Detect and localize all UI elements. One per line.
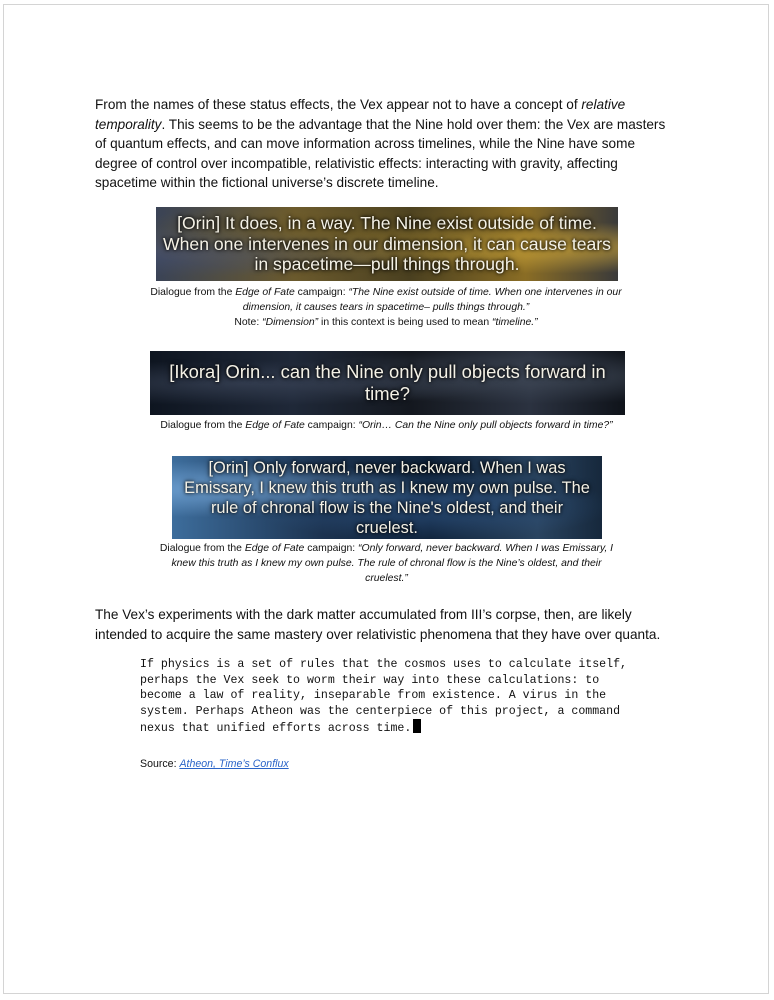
note-mid: in this context is being used to mean <box>318 317 492 328</box>
screenshot-caption-3 <box>154 541 619 586</box>
caption-campaign-title: Edge of Fate <box>244 543 305 554</box>
intro-italic-term: relative temporality <box>95 97 626 132</box>
intro-paragraph <box>95 95 680 193</box>
screenshot-caption-1 <box>136 285 636 330</box>
caption-mid: campaign: <box>304 420 359 431</box>
dialogue-screenshot-orin-2 <box>172 456 602 539</box>
note-label: Note: <box>234 317 263 328</box>
caption-prefix: Dialogue from the <box>159 543 245 554</box>
dialogue-screenshot-ikora <box>150 351 625 415</box>
lore-quote-text: If physics is a set of rules that the cosmos uses to calculate itself, perhaps the Vex seek to worm their way into these calculations: to become a law of reality, inseparable from existence. A virus in the system. Perhaps Atheon was the centerpiece of this project, a command nexus that unified efforts across time. <box>140 658 628 735</box>
lore-quote-block <box>140 657 680 737</box>
screenshot-subtitle: [Orin] It does, in a way. The Nine exist outside of time. When one intervenes in our dimension, it can cause tears in spacetime—pull things through. <box>163 213 611 275</box>
caption-quote: “Only forward, never backward. When I was Emissary, I knew this truth as I knew my own pulse. The rule of chronal flow is the Nine’s oldest, and their cruelest.” <box>171 543 614 584</box>
screenshot-caption-2 <box>124 418 649 433</box>
caption-campaign-title: Edge of Fate <box>245 420 305 431</box>
text-cursor-icon <box>413 719 421 733</box>
caption-prefix: Dialogue from the <box>160 420 246 431</box>
conclusion-paragraph: The Vex’s experiments with the dark matter accumulated from III’s corpse, then, are likely intended to acquire the same mastery over relativistic phenomena that they have over quanta. <box>95 607 661 642</box>
note-term: “Dimension” <box>262 317 319 328</box>
source-label: Source: <box>140 758 180 770</box>
caption-quote: “Orin… Can the Nine only pull objects forward in time?” <box>358 420 613 431</box>
source-link[interactable]: Atheon, Time’s Conflux <box>179 758 289 770</box>
caption-mid: campaign: <box>294 287 349 298</box>
dialogue-screenshot-orin-1 <box>156 207 618 281</box>
document-page <box>3 4 769 994</box>
caption-quote: “The Nine exist outside of time. When one intervenes in our dimension, it causes tears in spacetime– pulls things through.” <box>242 287 622 313</box>
intro-text-end: . This seems to be the advantage that the Nine hold over them: the Vex are masters of quantum effects, and can move information across timelines, while the Nine have some degree of control over incompatible, relativistic effects: interacting with gravity, affecting spacetime within the fictional universe’s discrete timeline. <box>95 116 666 190</box>
source-citation <box>140 757 289 772</box>
note-meaning: “timeline.” <box>491 317 538 328</box>
screenshot-subtitle: [Orin] Only forward, never backward. When I was Emissary, I knew this truth as I knew my own pulse. The rule of chronal flow is the Nine's oldest, and their cruelest. <box>184 458 590 537</box>
caption-prefix: Dialogue from the <box>150 287 236 298</box>
caption-mid: campaign: <box>304 543 359 554</box>
caption-campaign-title: Edge of Fate <box>235 287 295 298</box>
intro-text-start: From the names of these status effects, the Vex appear not to have a concept of <box>95 97 582 112</box>
screenshot-subtitle: [Ikora] Orin... can the Nine only pull objects forward in time? <box>169 361 606 404</box>
